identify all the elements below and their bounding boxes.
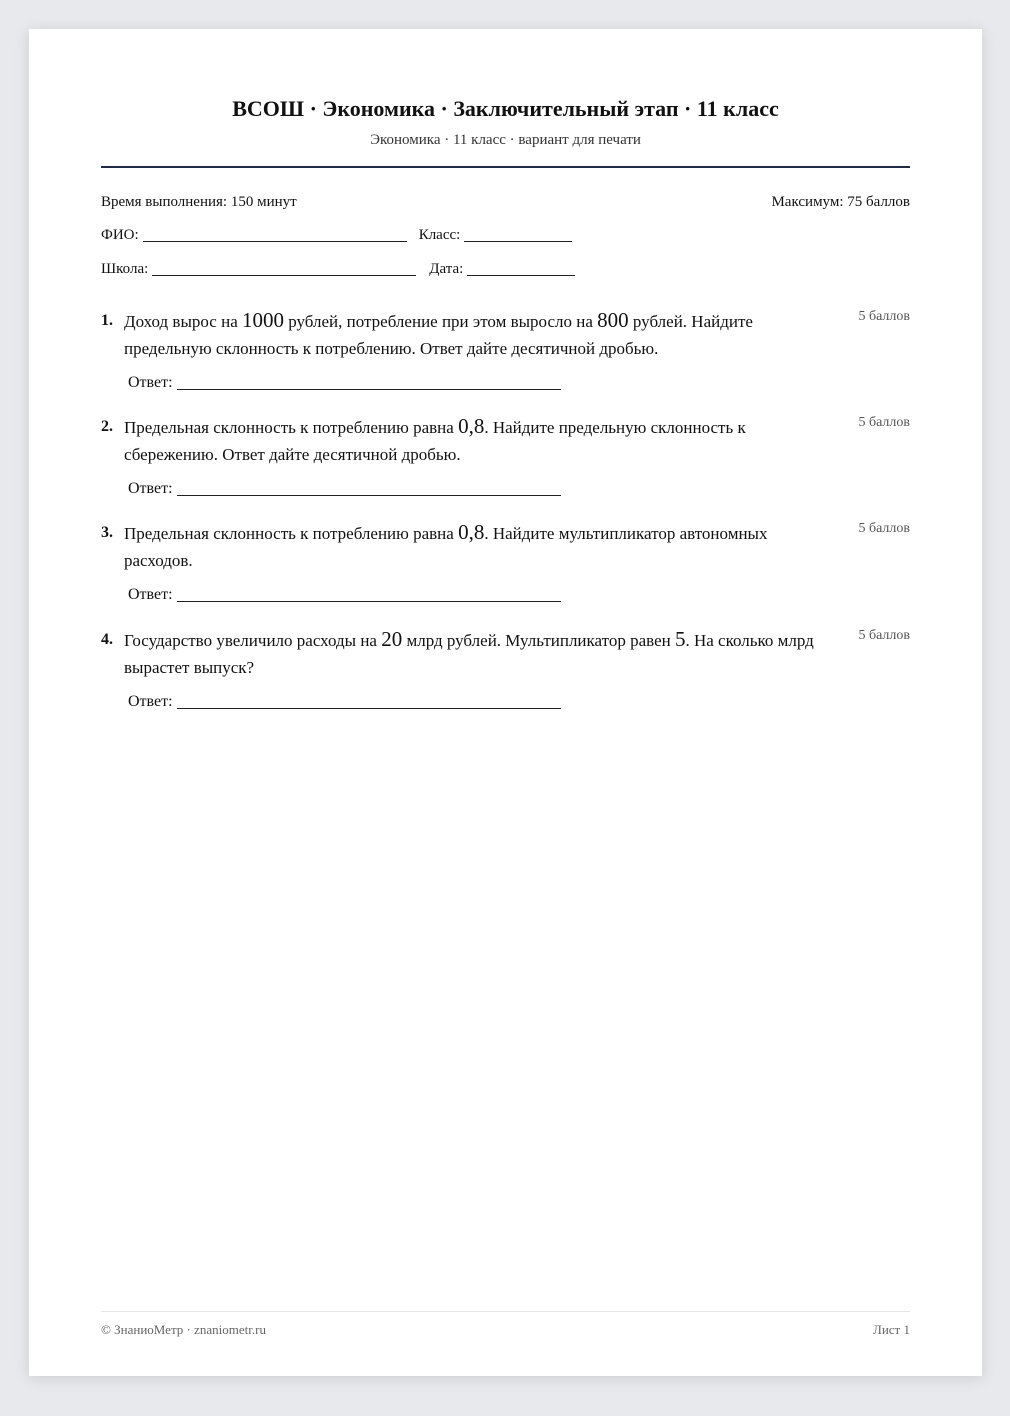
answer-field[interactable] <box>177 482 561 496</box>
question-text: Предельная склонность к потреблению равна 0,8. Найдите предельную склонность к сбережению. Ответ дайте десятичной дробью. <box>124 414 746 464</box>
answer-label: Ответ: <box>128 693 173 710</box>
page-sheet <box>29 29 982 1376</box>
footer-copyright: © ЗнаниоМетр · znaniometr.ru <box>101 1322 266 1337</box>
answer-row <box>128 480 561 498</box>
fields-row-1 <box>101 226 910 244</box>
answer-row <box>128 586 561 604</box>
question-number: 4. <box>101 631 113 648</box>
max-score: Максимум: 75 баллов <box>771 194 910 210</box>
date-field[interactable] <box>467 262 575 276</box>
answer-label: Ответ: <box>128 374 173 391</box>
question-text: Государство увеличило расходы на 20 млрд рублей. Мультипликатор равен 5. На сколько млрд вырастет выпуск? <box>124 627 814 677</box>
page-number: Лист 1 <box>873 1322 910 1337</box>
exam-meta <box>101 193 910 211</box>
answer-field[interactable] <box>177 695 561 709</box>
question-number: 2. <box>101 418 113 435</box>
answer-field[interactable] <box>177 588 561 602</box>
school-field[interactable] <box>152 262 416 276</box>
answer-row <box>128 374 561 392</box>
name-field[interactable] <box>143 228 407 242</box>
question-text: Предельная склонность к потреблению равна 0,8. Найдите мультипликатор автономных расходов. <box>124 520 768 570</box>
time-limit: Время выполнения: 150 минут <box>101 194 297 210</box>
answer-row <box>128 693 561 711</box>
class-label: Класс: <box>418 227 461 243</box>
fields-row-2 <box>101 260 910 278</box>
footer-divider <box>101 1311 910 1312</box>
answer-label: Ответ: <box>128 586 173 603</box>
question-text: Доход вырос на 1000 рублей, потребление при этом выросло на 800 рублей. Найдите предельную склонность к потреблению. Ответ дайте десятичной дробью. <box>124 308 753 358</box>
question-points: 5 баллов <box>858 628 910 643</box>
class-field[interactable] <box>464 228 572 242</box>
question-number: 3. <box>101 524 113 541</box>
answer-field[interactable] <box>177 376 561 390</box>
page-title: ВСОШ · Экономика · Заключительный этап · 11 класс <box>232 96 779 121</box>
page-subtitle: Экономика · 11 класс · вариант для печати <box>370 132 641 148</box>
header-divider <box>101 166 910 168</box>
answer-label: Ответ: <box>128 480 173 497</box>
question-points: 5 баллов <box>858 521 910 536</box>
page-footer <box>101 1322 910 1338</box>
question-number: 1. <box>101 312 113 329</box>
question-points: 5 баллов <box>858 415 910 430</box>
date-label: Дата: <box>429 261 464 277</box>
question-points: 5 баллов <box>858 309 910 324</box>
school-label: Школа: <box>101 261 149 277</box>
name-label: ФИО: <box>101 227 139 243</box>
